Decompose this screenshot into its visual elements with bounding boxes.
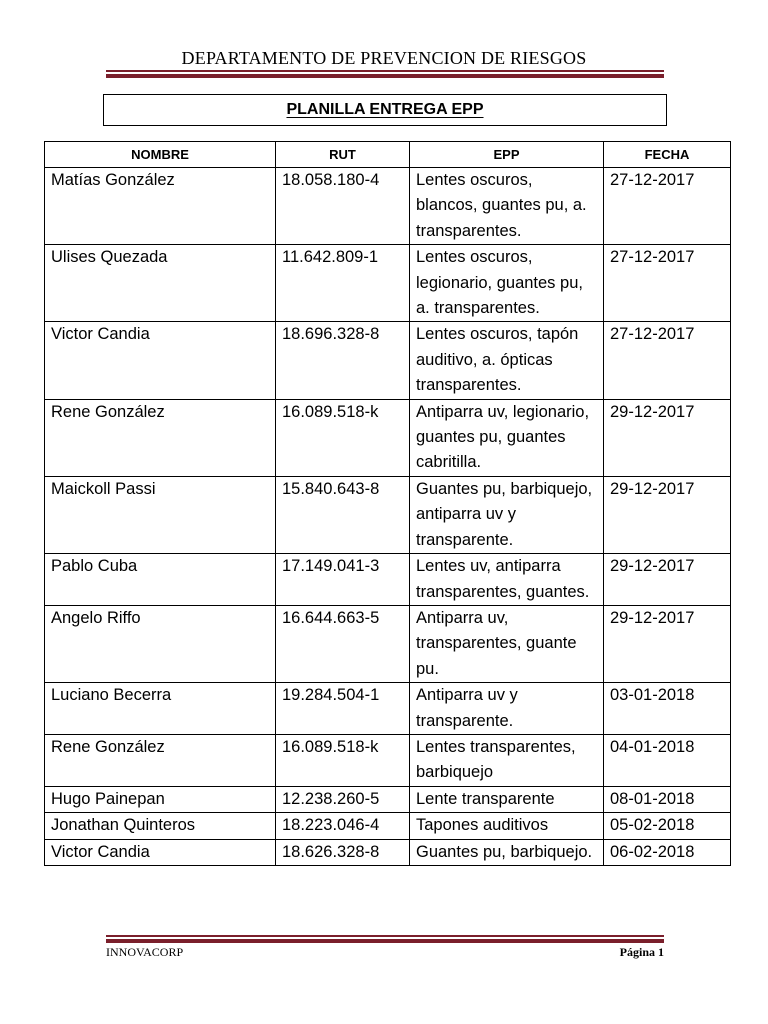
table-row bbox=[45, 605, 731, 682]
form-title: PLANILLA ENTREGA EPP bbox=[286, 101, 484, 118]
cell-fecha: 04-01-2018 bbox=[604, 734, 731, 786]
table-row bbox=[45, 734, 731, 786]
table-row bbox=[45, 322, 731, 399]
cell-fecha: 29-12-2017 bbox=[604, 399, 731, 476]
table-row bbox=[45, 476, 731, 553]
table-row bbox=[45, 813, 731, 839]
cell-nombre: Angelo Riffo bbox=[45, 605, 276, 682]
department-title: DEPARTAMENTO DE PREVENCION DE RIESGOS bbox=[181, 48, 587, 68]
column-header-rut: RUT bbox=[276, 142, 410, 168]
cell-epp: Antiparra uv, legionario, guantes pu, guantes cabritilla. bbox=[410, 399, 604, 476]
cell-epp: Lente transparente bbox=[410, 786, 604, 812]
cell-fecha: 29-12-2017 bbox=[604, 554, 731, 606]
table-row bbox=[45, 168, 731, 245]
cell-fecha: 29-12-2017 bbox=[604, 476, 731, 553]
cell-epp: Tapones auditivos bbox=[410, 813, 604, 839]
footer-company: INNOVACORP bbox=[106, 945, 184, 959]
cell-epp: Lentes uv, antiparra transparentes, guantes. bbox=[410, 554, 604, 606]
cell-rut: 19.284.504-1 bbox=[276, 683, 410, 735]
header-rule bbox=[106, 70, 664, 78]
cell-rut: 16.089.518-k bbox=[276, 734, 410, 786]
cell-nombre: Hugo Painepan bbox=[45, 786, 276, 812]
cell-fecha: 27-12-2017 bbox=[604, 168, 731, 245]
cell-epp: Guantes pu, barbiquejo, antiparra uv y transparente. bbox=[410, 476, 604, 553]
column-header-nombre: NOMBRE bbox=[45, 142, 276, 168]
cell-fecha: 06-02-2018 bbox=[604, 839, 731, 865]
table-header-row bbox=[45, 142, 731, 168]
epp-table bbox=[44, 141, 731, 866]
cell-epp: Lentes oscuros, legionario, guantes pu, a. transparentes. bbox=[410, 245, 604, 322]
table-row bbox=[45, 683, 731, 735]
cell-nombre: Rene González bbox=[45, 734, 276, 786]
cell-rut: 16.089.518-k bbox=[276, 399, 410, 476]
footer-page-number: Página 1 bbox=[619, 945, 664, 959]
table-row bbox=[45, 839, 731, 865]
cell-nombre: Matías González bbox=[45, 168, 276, 245]
form-title-box bbox=[103, 94, 667, 126]
column-header-fecha: FECHA bbox=[604, 142, 731, 168]
cell-rut: 18.626.328-8 bbox=[276, 839, 410, 865]
cell-nombre: Pablo Cuba bbox=[45, 554, 276, 606]
footer-rule bbox=[106, 935, 664, 943]
column-header-epp: EPP bbox=[410, 142, 604, 168]
cell-fecha: 08-01-2018 bbox=[604, 786, 731, 812]
cell-nombre: Rene González bbox=[45, 399, 276, 476]
cell-epp: Antiparra uv y transparente. bbox=[410, 683, 604, 735]
cell-epp: Antiparra uv, transparentes, guante pu. bbox=[410, 605, 604, 682]
cell-rut: 15.840.643-8 bbox=[276, 476, 410, 553]
cell-rut: 17.149.041-3 bbox=[276, 554, 410, 606]
cell-rut: 18.696.328-8 bbox=[276, 322, 410, 399]
cell-rut: 12.238.260-5 bbox=[276, 786, 410, 812]
cell-epp: Guantes pu, barbiquejo. bbox=[410, 839, 604, 865]
cell-epp: Lentes oscuros, blancos, guantes pu, a. transparentes. bbox=[410, 168, 604, 245]
table-row bbox=[45, 786, 731, 812]
cell-rut: 18.058.180-4 bbox=[276, 168, 410, 245]
cell-fecha: 03-01-2018 bbox=[604, 683, 731, 735]
cell-nombre: Ulises Quezada bbox=[45, 245, 276, 322]
cell-fecha: 27-12-2017 bbox=[604, 322, 731, 399]
cell-fecha: 29-12-2017 bbox=[604, 605, 731, 682]
cell-fecha: 05-02-2018 bbox=[604, 813, 731, 839]
cell-nombre: Luciano Becerra bbox=[45, 683, 276, 735]
cell-epp: Lentes transparentes, barbiquejo bbox=[410, 734, 604, 786]
cell-epp: Lentes oscuros, tapón auditivo, a. ópticas transparentes. bbox=[410, 322, 604, 399]
cell-nombre: Jonathan Quinteros bbox=[45, 813, 276, 839]
table-row bbox=[45, 554, 731, 606]
cell-fecha: 27-12-2017 bbox=[604, 245, 731, 322]
cell-nombre: Victor Candia bbox=[45, 322, 276, 399]
cell-rut: 18.223.046-4 bbox=[276, 813, 410, 839]
cell-nombre: Victor Candia bbox=[45, 839, 276, 865]
cell-rut: 16.644.663-5 bbox=[276, 605, 410, 682]
cell-nombre: Maickoll Passi bbox=[45, 476, 276, 553]
cell-rut: 11.642.809-1 bbox=[276, 245, 410, 322]
table-body bbox=[45, 168, 731, 866]
table-row bbox=[45, 245, 731, 322]
table-row bbox=[45, 399, 731, 476]
